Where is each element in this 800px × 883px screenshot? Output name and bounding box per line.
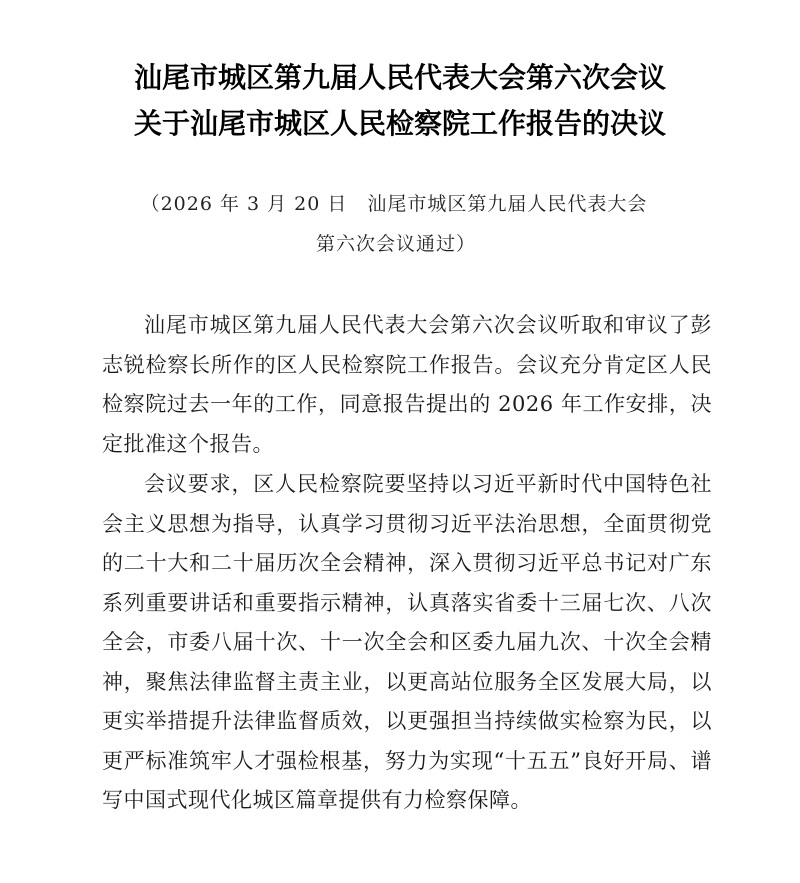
paragraph-2: 会议要求，区人民检察院要坚持以习近平新时代中国特色社会主义思想为指导，认真学习贯彻习近平法治思想，全面贯彻党的二十大和二十届历次全会精神，深入贯彻习近平总书记对广东系列重要讲话和重要指示精神，认真落实省委十三届七次、八次全会，市委八届十次、十一次全会和区委九届九次、十次全会精神，聚焦法律监督主责主业，以更高站位服务全区发展大局，以更实举措提升法律监督质效，以更强担当持续做实检察为民，以更严标准筑牢人才强检根基，努力为实现“十五五”良好开局、谱写中国式现代化城区篇章提供有力检察保障。 (102, 472, 712, 812)
adoption-note-line-2: 第六次会议通过） (315, 233, 476, 255)
document-title-line-2: 关于汕尾市城区人民检察院工作报告的决议 (133, 107, 666, 140)
document-title-line-1: 汕尾市城区第九届人民代表大会第六次会议 (133, 61, 666, 94)
adoption-note-line-1: （2026 年 3 月 20 日 汕尾市城区第九届人民代表大会 (140, 193, 648, 215)
paragraph-1: 汕尾市城区第九届人民代表大会第六次会议听取和审议了彭志锐检察长所作的区人民检察院工作报告。会议充分肯定区人民检察院过去一年的工作，同意报告提出的 2026 年工作安排，决定批准这个报告。 (102, 313, 712, 456)
